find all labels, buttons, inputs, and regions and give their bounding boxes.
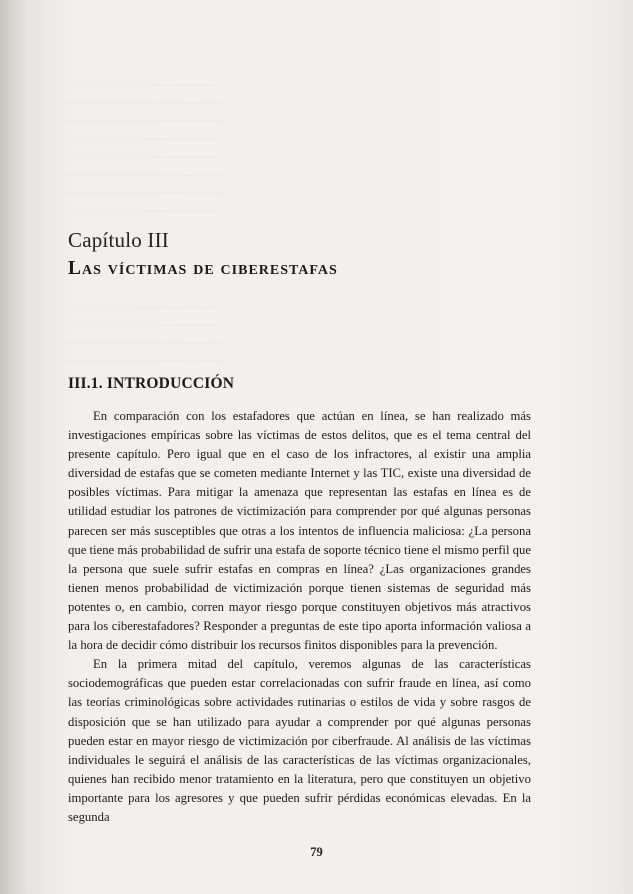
chapter-title: Las víctimas de ciberestafas (68, 258, 338, 279)
paragraph-1: En comparación con los estafadores que actúan en línea, se han realizado más investigaciones empíricas sobre las víctimas de estos delitos, que es el tema central del presente capítulo. Pero igual que en el caso de los infractores, al existir una amplia diversidad de estafas que se cometen mediante Internet y las TIC, existe una diversidad de posibles víctimas. Para mitigar la amenaza que representan las estafas en línea es de utilidad estudiar los patrones de victimización para comprender por qué algunas personas parecen ser más susceptibles que otras a los intentos de influencia maliciosa: ¿La persona que tiene más probabilidad de sufrir una estafa de soporte técnico tiene el mismo perfil que la persona que suele sufrir estafas en compras en línea? ¿Las organizaciones grandes tienen menos probabilidad de victimización porque tienen sistemas de seguridad más potentes o, en cambio, corren mayor riesgo porque constituyen objetivos más atractivos para los ciberestafadores? Responder a preguntas de este tipo aporta información valiosa a la hora de decidir cómo distribuir los recursos finitos disponibles para la prevención. (68, 409, 531, 653)
show-through-text-middle (62, 292, 222, 382)
show-through-text-top (62, 70, 222, 214)
page-number: 79 (310, 845, 323, 859)
paragraph-2: En la primera mitad del capítulo, veremos algunas de las características sociodemográficas que pueden estar correlacionadas con sufrir fraude en línea, así como las teorías criminológicas sobre actividades rutinarias o estilos de vida y sobre rasgos de disposición que se han utilizado para ayudar a comprender por qué algunas personas pueden estar en mayor riesgo de victimización por ciberfraude. Al análisis de las víctimas individuales le seguirá el análisis de las características de las víctimas organizacionales, quienes han recibido menor tratamiento en la literatura, pero que constituyen un objetivo importante para los agresores y que pueden sufrir pérdidas económicas elevadas. En la segunda (68, 657, 531, 824)
section-heading: III.1. INTRODUCCIÓN (68, 375, 235, 392)
body-text (68, 407, 531, 827)
chapter-label: Capítulo III (68, 228, 169, 252)
